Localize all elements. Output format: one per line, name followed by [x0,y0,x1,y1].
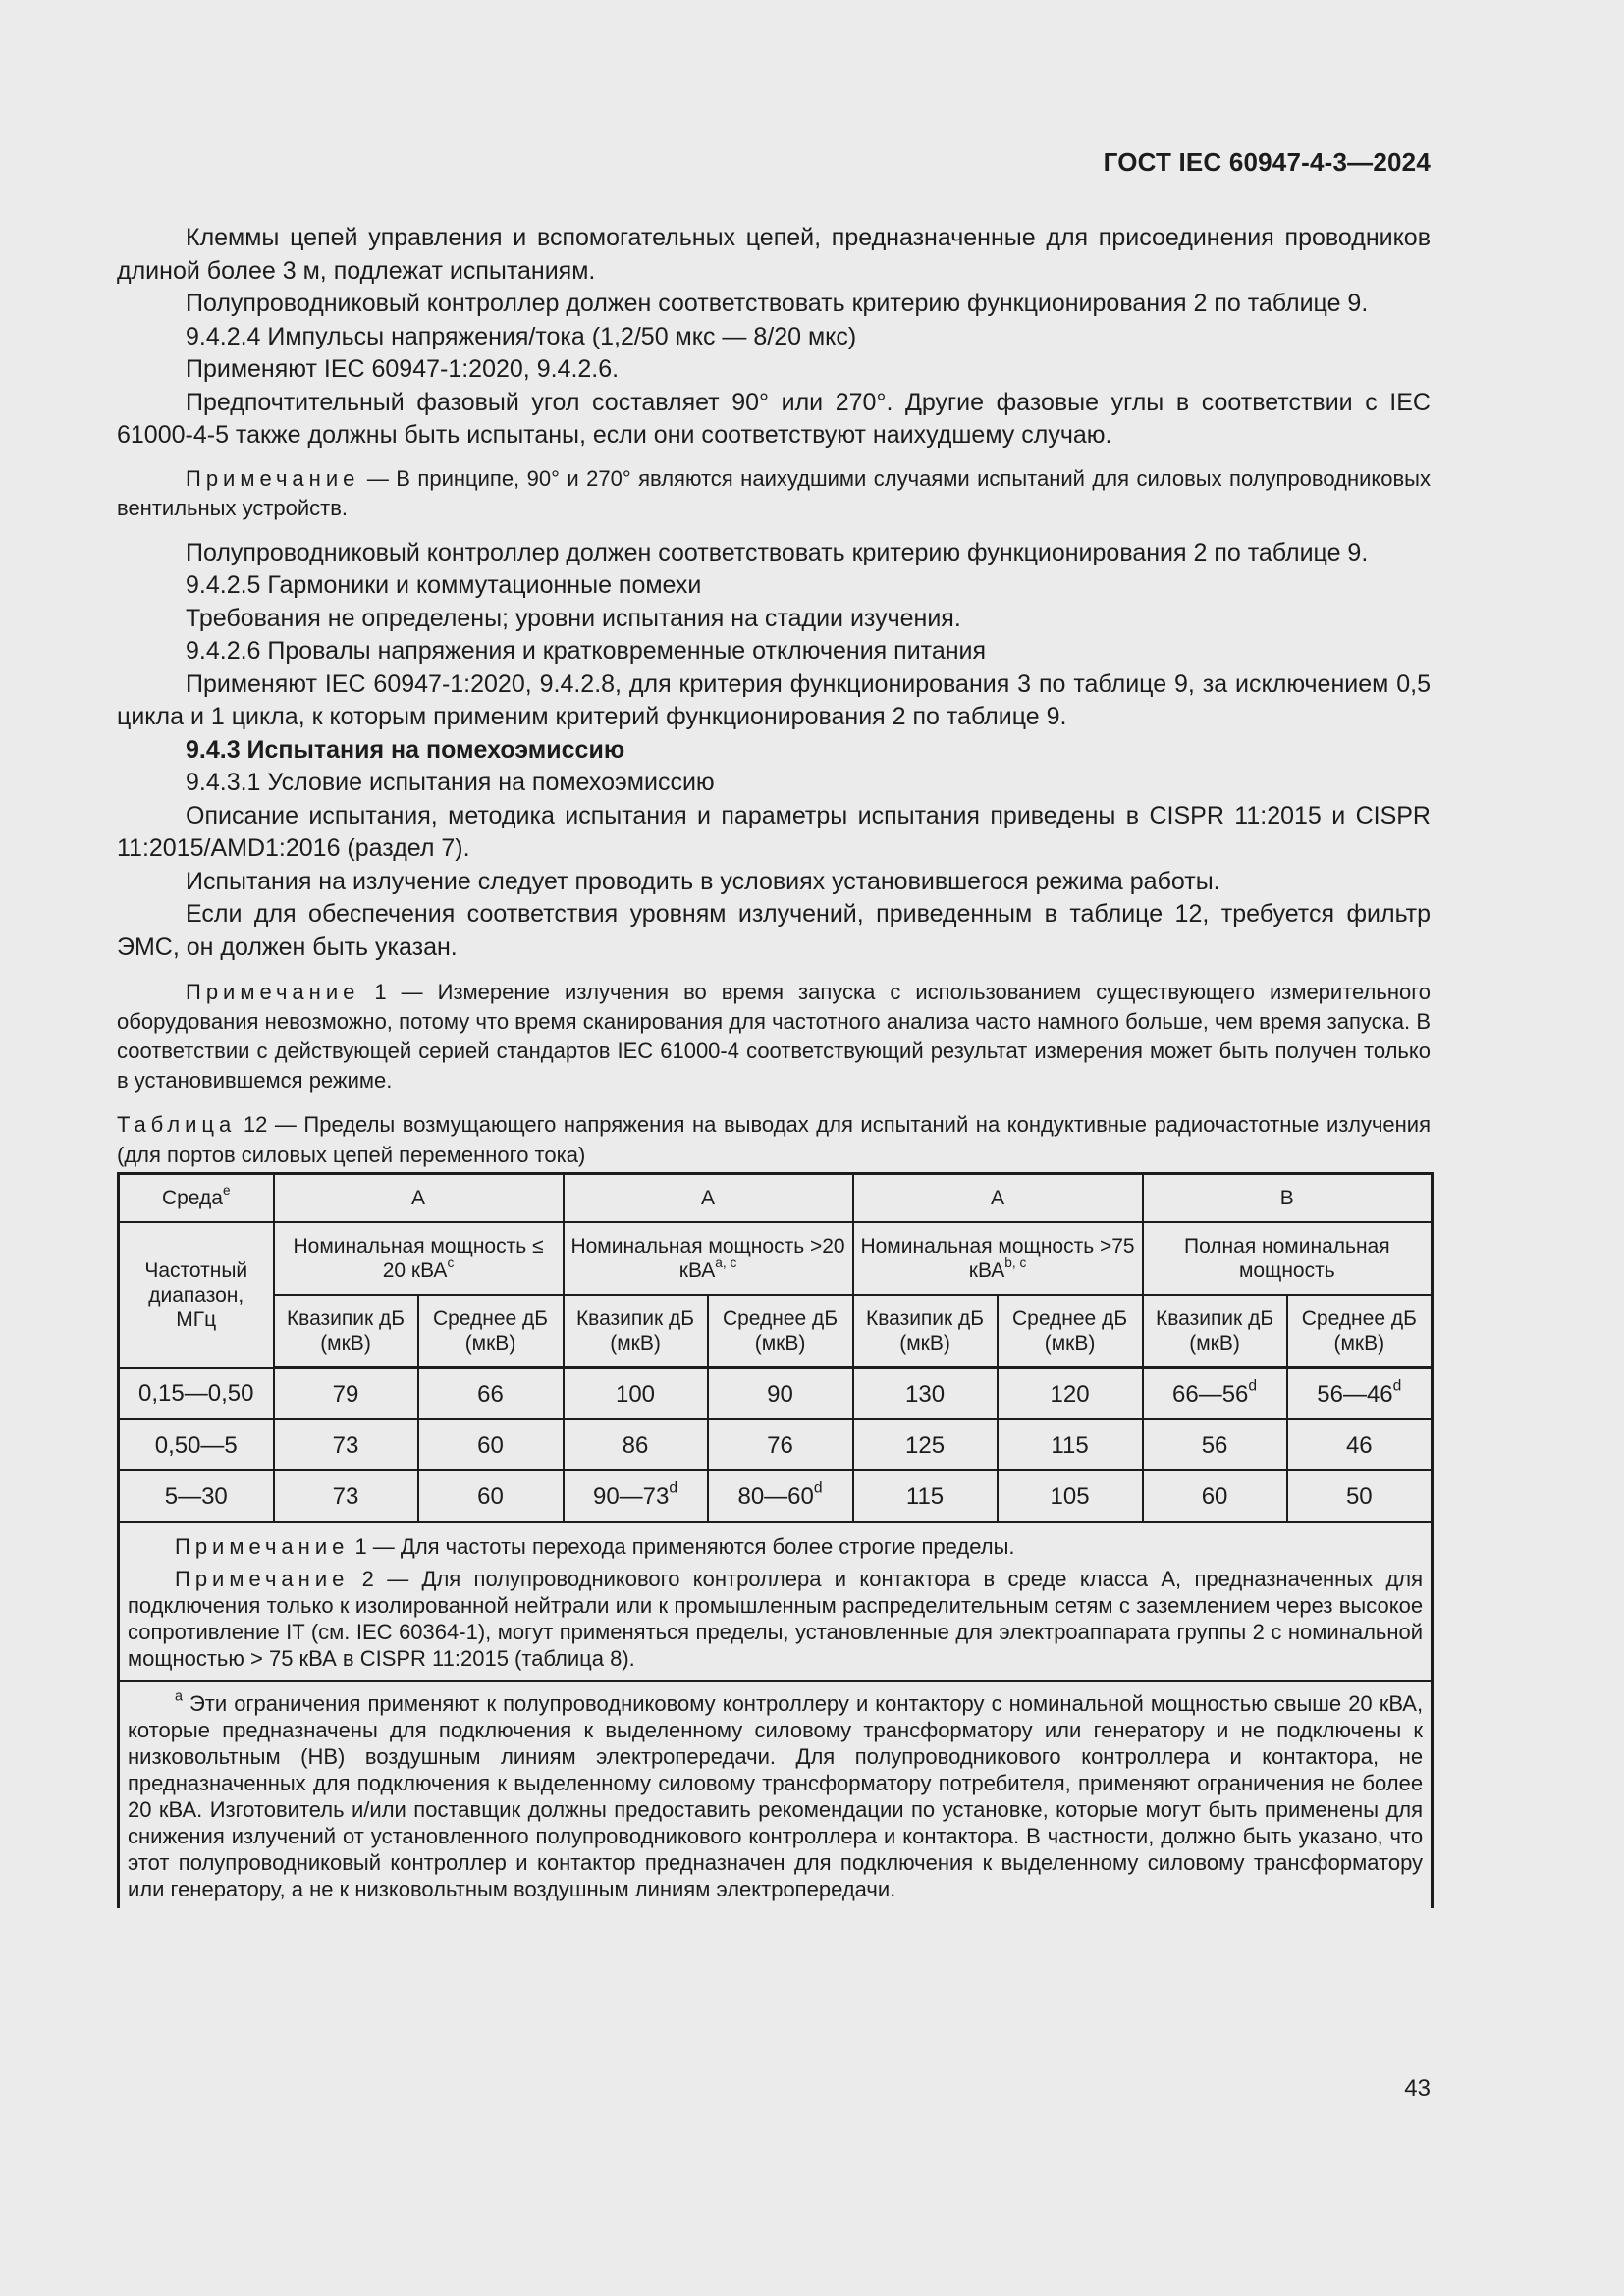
value-cell: 105 [998,1470,1143,1522]
value-cell: 125 [853,1419,998,1470]
page-number: 43 [1404,2075,1431,2102]
note-text: — В принципе, 90° и 270° являются наихудшими случаями испытаний для силовых полупроводниковых вентильных устройств. [117,465,1431,520]
value-cell: 66 [418,1368,564,1420]
footnote-a: $^a$ Эти ограничения применяют к полупроводниковому контроллеру и контактору с номинальной мощностью свыше 20 кВА, которые предназначены для подключения к выделенному силовому трансформатору или генератору и не подключены к низковольтным (НВ) воздушным линиям электропередачи. Для полупроводникового контроллера и контактора, не предназначенных для подключения к выделенному силовому трансформатору потребителя, применяют ограничения не более 20 кВА. Изготовитель и/или поставщик должны предоставить рекомендации по установке, которые могут быть применены для снижения излучений от установленного полупроводникового контроллера и контактора. В частности, должно быть указано, что этот полупроводниковый контроллер и контактор предназначен для подключения к выделенному силовому трансформатору или генератору, а не к низковольтным воздушным линиям электропередачи. [128,1688,1424,1901]
subheader-quasipeak: Квазипик дБ (мкВ) [274,1295,418,1368]
paragraph: Испытания на излучение следует проводить в условиях установившегося режима работы. [186,867,1220,895]
table-row [119,1419,1433,1470]
value-cell: 115 [853,1470,998,1522]
env-cell: A [564,1174,853,1223]
paragraph: Если для обеспечения соответствия уровням излучений, приведенным в таблице 12, требуется фильтр ЭМС, он должен быть указан. [117,900,1431,961]
value-cell: 86 [564,1419,708,1470]
env-cell: A [274,1174,564,1223]
table-caption-label: Таблица [117,1112,237,1137]
subheader-average: Среднее дБ (мкВ) [708,1295,853,1368]
value-cell: 80—60$^d$ [708,1470,853,1522]
page-content [117,222,1431,1908]
value-cell: 46 [1287,1419,1433,1470]
paragraph: Описание испытания, методика испытания и параметры испытания приведены в CISPR 11:2015 и CISPR 11:2015/AMD1:2016 (раздел 7). [117,801,1431,862]
paragraph: Применяют IEC 60947-1:2020, 9.4.2.6. [186,355,620,383]
value-cell: 90—73$^d$ [564,1470,708,1522]
subheader-average: Среднее дБ (мкВ) [998,1295,1143,1368]
value-cell: 115 [998,1419,1143,1470]
env-header-cell: Среда$^e$ [119,1174,274,1223]
table-row [119,1368,1433,1420]
subheader-quasipeak: Квазипик дБ (мкВ) [1143,1295,1287,1368]
value-cell: 90 [708,1368,853,1420]
value-cell: 60 [1143,1470,1287,1522]
section-heading-9-4-2-4: 9.4.2.4 Импульсы напряжения/тока (1,2/50 мкс — 8/20 мкс) [186,322,857,350]
paragraph: Предпочтительный фазовый угол составляет 90° или 270°. Другие фазовые углы в соответствии с IEC 61000-4-5 также должны быть испытаны, если они соответствуют наихудшему случаю. [117,388,1431,449]
power-cell: Номинальная мощность ≤ 20 кВА$^c$ [274,1222,564,1295]
section-heading-9-4-2-6: 9.4.2.6 Провалы напряжения и кратковременные отключения питания [186,637,987,665]
value-cell: 76 [708,1419,853,1470]
power-cell: Номинальная мощность >20 кВА$^{a, c}$ [564,1222,853,1295]
note-label: Примечание [186,465,360,491]
freq-cell: 0,50—5 [119,1419,274,1470]
value-cell: 56—46$^d$ [1287,1368,1433,1420]
env-cell: A [853,1174,1143,1223]
subheader-average: Среднее дБ (мкВ) [1287,1295,1433,1368]
value-cell: 100 [564,1368,708,1420]
power-cell: Полная номинальная мощность [1143,1222,1433,1295]
note [117,464,1431,523]
document-header: ГОСТ IEC 60947-4-3—2024 [1103,147,1431,177]
note-text: 1 — Измерение излучения во время запуска с использованием существующего измерительного оборудования невозможно, потому что время сканирования для частотного анализа часто намного больше, чем время запуска. В соответствии с действующей серией стандартов IEC 61000-4 соответствующий результат измерения может быть получен только в установившемся режиме. [117,980,1431,1093]
table-caption-text: 12 — Пределы возмущающего напряжения на выводах для испытаний на кондуктивные радиочастотные излучения (для портов силовых цепей переменного тока) [117,1112,1431,1167]
section-heading-9-4-2-5: 9.4.2.5 Гармоники и коммутационные помехи [186,571,702,599]
freq-cell: 0,15—0,50 [119,1368,274,1420]
freq-cell: 5—30 [119,1470,274,1522]
table-note: Примечание 1 — Для частоты перехода применяются более строгие пределы. [175,1534,1015,1559]
subheader-average: Среднее дБ (мкВ) [418,1295,564,1368]
value-cell: 50 [1287,1470,1433,1522]
table-notes-row [119,1522,1433,1682]
paragraph: Полупроводниковый контроллер должен соответствовать критерию функционирования 2 по таблице 9. [186,290,1369,317]
value-cell: 73 [274,1470,418,1522]
table-caption [117,1109,1431,1170]
paragraph: Клеммы цепей управления и вспомогательных цепей, предназначенные для присоединения проводников длиной более 3 м, подлежат испытаниям. [117,224,1431,285]
table-note: Примечание 2 — Для полупроводникового контроллера и контактора в среде класса A, предназначенных для подключения только к изолированной нейтрали или к промышленным распределительным сетям с заземлением через высокое сопротивление IT (см. IEC 60364-1), могут применяться пределы, установленные для электроаппарата группы 2 с номинальной мощностью > 75 кВА в CISPR 11:2015 (таблица 8). [128,1567,1424,1671]
table-footnote-row [119,1682,1433,1909]
note [117,978,1431,1095]
env-cell: B [1143,1174,1433,1223]
table-row-subheaders [119,1295,1433,1368]
table-row-environment [119,1174,1433,1223]
value-cell: 60 [418,1470,564,1522]
value-cell: 120 [998,1368,1143,1420]
table-row-power [119,1222,1433,1295]
value-cell: 73 [274,1419,418,1470]
freq-header-cell: Частотный диапазон, МГц [119,1222,274,1368]
section-heading-9-4-3-1: 9.4.3.1 Условие испытания на помехоэмиссию [186,769,715,796]
emission-limits-table [117,1172,1434,1908]
note-label: Примечание [186,980,360,1004]
value-cell: 79 [274,1368,418,1420]
value-cell: 60 [418,1419,564,1470]
paragraph: Применяют IEC 60947-1:2020, 9.4.2.8, для критерия функционирования 3 по таблице 9, за исключением 0,5 цикла и 1 цикла, к которым применим критерий функционирования 2 по таблице 9. [117,669,1431,730]
paragraph: Требования не определены; уровни испытания на стадии изучения. [186,604,961,632]
table-footnote [119,1682,1433,1909]
subheader-quasipeak: Квазипик дБ (мкВ) [853,1295,998,1368]
value-cell: 56 [1143,1419,1287,1470]
paragraph: Полупроводниковый контроллер должен соответствовать критерию функционирования 2 по таблице 9. [186,538,1369,566]
power-cell: Номинальная мощность >75 кВА$^{b, c}$ [853,1222,1143,1295]
subheader-quasipeak: Квазипик дБ (мкВ) [564,1295,708,1368]
table-notes [119,1522,1433,1682]
section-heading-9-4-3: 9.4.3 Испытания на помехоэмиссию [186,735,625,764]
value-cell: 130 [853,1368,998,1420]
value-cell: 66—56$^d$ [1143,1368,1287,1420]
table-row [119,1470,1433,1522]
